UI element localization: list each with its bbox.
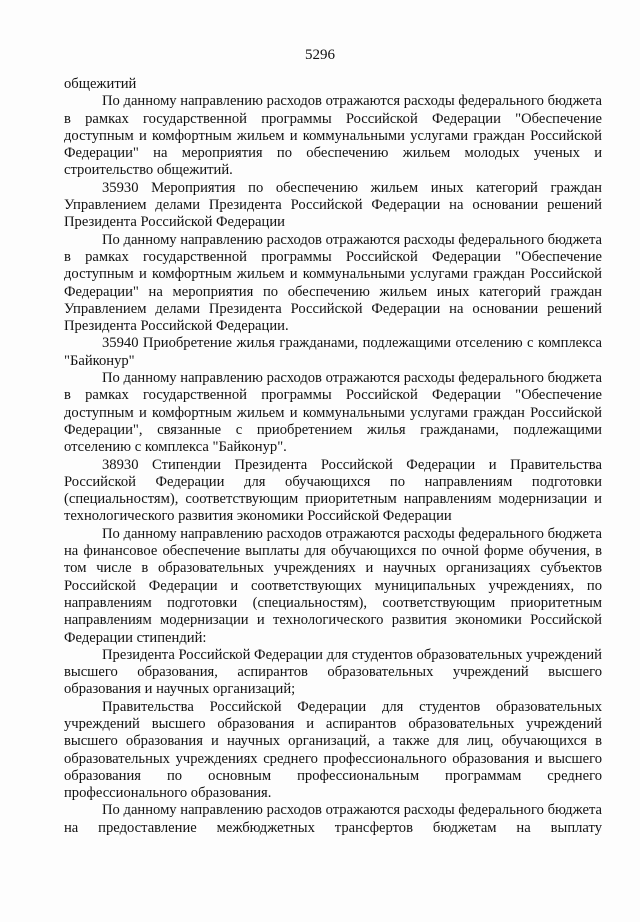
paragraph: 35930 Мероприятия по обеспечению жильем иных категорий граждан Управлением делами Президента Российской Федерации на основании решений Президента Российской Федерации: [64, 179, 602, 231]
paragraph: Президента Российской Федерации для студентов образовательных учреждений высшего образования, аспирантов образовательных учреждений высшего образования и научных организаций;: [64, 646, 602, 698]
paragraph: По данному направлению расходов отражаются расходы федерального бюджета в рамках государственной программы Российской Федерации "Обеспечение доступным и комфортным жильем и коммунальными услугами граждан Российской Федерации" на мероприятия по обеспечению жильем иных категорий граждан Управлением делами Президента Российской Федерации на основании решений Президента Российской Федерации.: [64, 231, 602, 335]
document-body: [64, 76, 602, 837]
paragraph: По данному направлению расходов отражаются расходы федерального бюджета на предоставление межбюджетных трансфертов бюджетам на выплату: [64, 802, 602, 836]
paragraph: По данному направлению расходов отражаются расходы федерального бюджета на финансовое обеспечение выплаты для обучающихся по очной форме обучения, в том числе в образовательных учреждениях и научных организациях субъектов Российской Федерации и соответствующих муниципальных учреждениях, по направлениям подготовки (специальностям), соответствующим приоритетным направлениям модернизации и технологического развития экономики Российской Федерации стипендий:: [64, 525, 602, 646]
paragraph: Правительства Российской Федерации для студентов образовательных учреждений высшего образования и аспирантов образовательных учреждений высшего образования и научных организаций, а также для лиц, обучающихся в образовательных учреждениях среднего профессионального образования и высшего образования по основным профессиональным программам среднего профессионального образования.: [64, 698, 602, 802]
paragraph: По данному направлению расходов отражаются расходы федерального бюджета в рамках государственной программы Российской Федерации "Обеспечение доступным и комфортным жильем и коммунальными услугами граждан Российской Федерации" на мероприятия по обеспечению жильем молодых ученых и строительство общежитий.: [64, 93, 602, 179]
paragraph: 35940 Приобретение жилья гражданами, подлежащими отселению с комплекса "Байконур": [64, 335, 602, 369]
paragraph: 38930 Стипендии Президента Российской Федерации и Правительства Российской Федерации для обучающихся по направлениям подготовки (специальностям), соответствующим приоритетным направлениям модернизации и технологического развития экономики Российской Федерации: [64, 456, 602, 525]
paragraph: По данному направлению расходов отражаются расходы федерального бюджета в рамках государственной программы Российской Федерации "Обеспечение доступным и комфортным жильем и коммунальными услугами граждан Российской Федерации", связанные с приобретением жилья гражданами, подлежащими отселению с комплекса "Байконур".: [64, 370, 602, 456]
paragraph: общежитий: [64, 76, 137, 92]
page-number: 5296: [305, 47, 335, 63]
